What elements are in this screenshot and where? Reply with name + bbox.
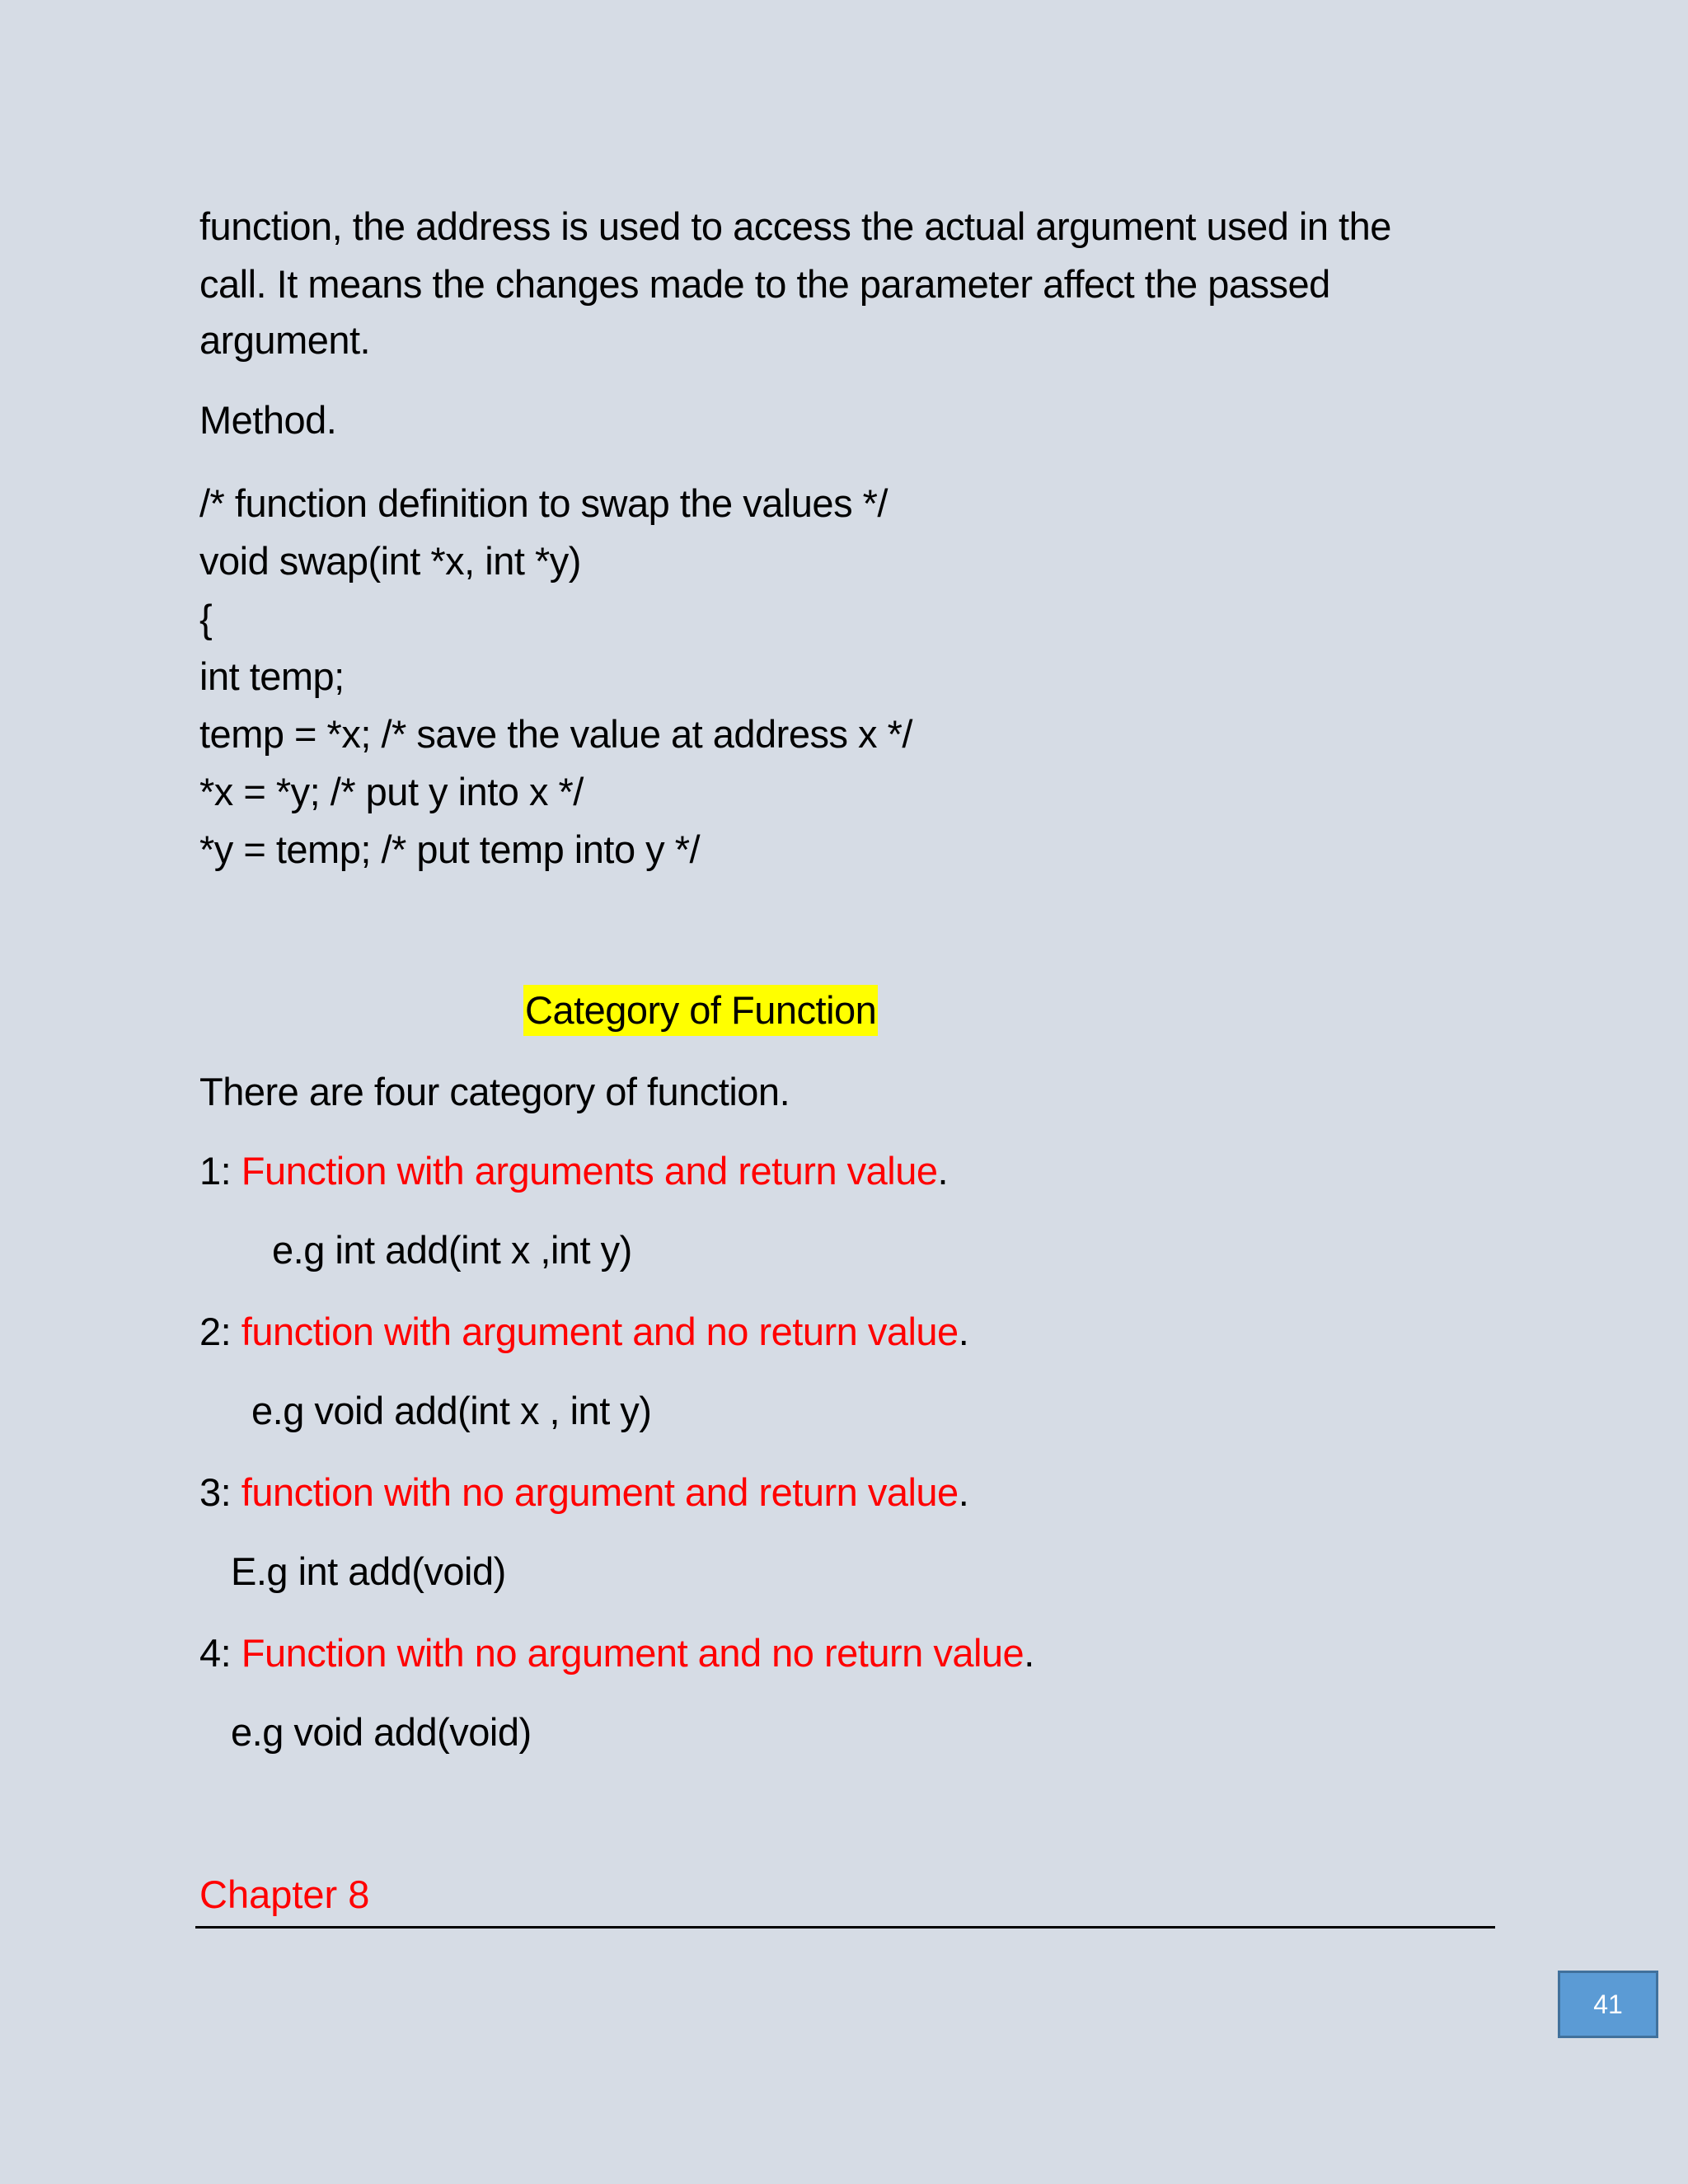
category-item-1	[199, 1142, 948, 1200]
code-line-5: temp = *x; /* save the value at address x */	[199, 712, 912, 756]
category-number: 3:	[199, 1470, 232, 1514]
code-line-4: int temp;	[199, 654, 345, 698]
category-period: .	[1024, 1631, 1034, 1675]
category-title: Function with no argument and no return value	[241, 1631, 1025, 1675]
category-item-2	[199, 1303, 968, 1361]
method-label: Method.	[199, 398, 337, 442]
paragraph-line-3: argument.	[199, 318, 371, 362]
category-example-4: e.g void add(void)	[231, 1710, 532, 1754]
category-item-4	[199, 1624, 1034, 1682]
category-number: 4:	[199, 1631, 232, 1675]
section-heading: Category of Function	[523, 985, 878, 1036]
category-number: 1:	[199, 1149, 232, 1193]
category-title: Function with arguments and return value	[241, 1149, 938, 1193]
paragraph-line-1: function, the address is used to access the actual argument used in the	[199, 204, 1391, 248]
code-line-1: /* function definition to swap the values */	[199, 481, 888, 525]
page-number-badge: 41	[1558, 1971, 1658, 2038]
category-example-2: e.g void add(int x , int y)	[251, 1389, 652, 1432]
chapter-divider	[195, 1926, 1495, 1929]
category-period: .	[958, 1470, 969, 1514]
code-line-2: void swap(int *x, int *y)	[199, 539, 581, 583]
category-period: .	[937, 1149, 949, 1193]
chapter-label: Chapter 8	[199, 1872, 370, 1916]
category-title: function with no argument and return value	[241, 1470, 959, 1514]
paragraph-line-2: call. It means the changes made to the parameter affect the passed	[199, 262, 1330, 306]
category-number: 2:	[199, 1310, 232, 1353]
code-line-3: {	[199, 597, 213, 640]
category-example-1: e.g int add(int x ,int y)	[272, 1228, 632, 1272]
category-title: function with argument and no return value	[241, 1310, 959, 1353]
intro-text: There are four category of function.	[199, 1070, 790, 1113]
category-item-3	[199, 1464, 968, 1521]
code-line-6: *x = *y; /* put y into x */	[199, 770, 584, 813]
code-line-7: *y = temp; /* put temp into y */	[199, 827, 701, 871]
category-example-3: E.g int add(void)	[231, 1549, 506, 1593]
category-period: .	[958, 1310, 969, 1353]
